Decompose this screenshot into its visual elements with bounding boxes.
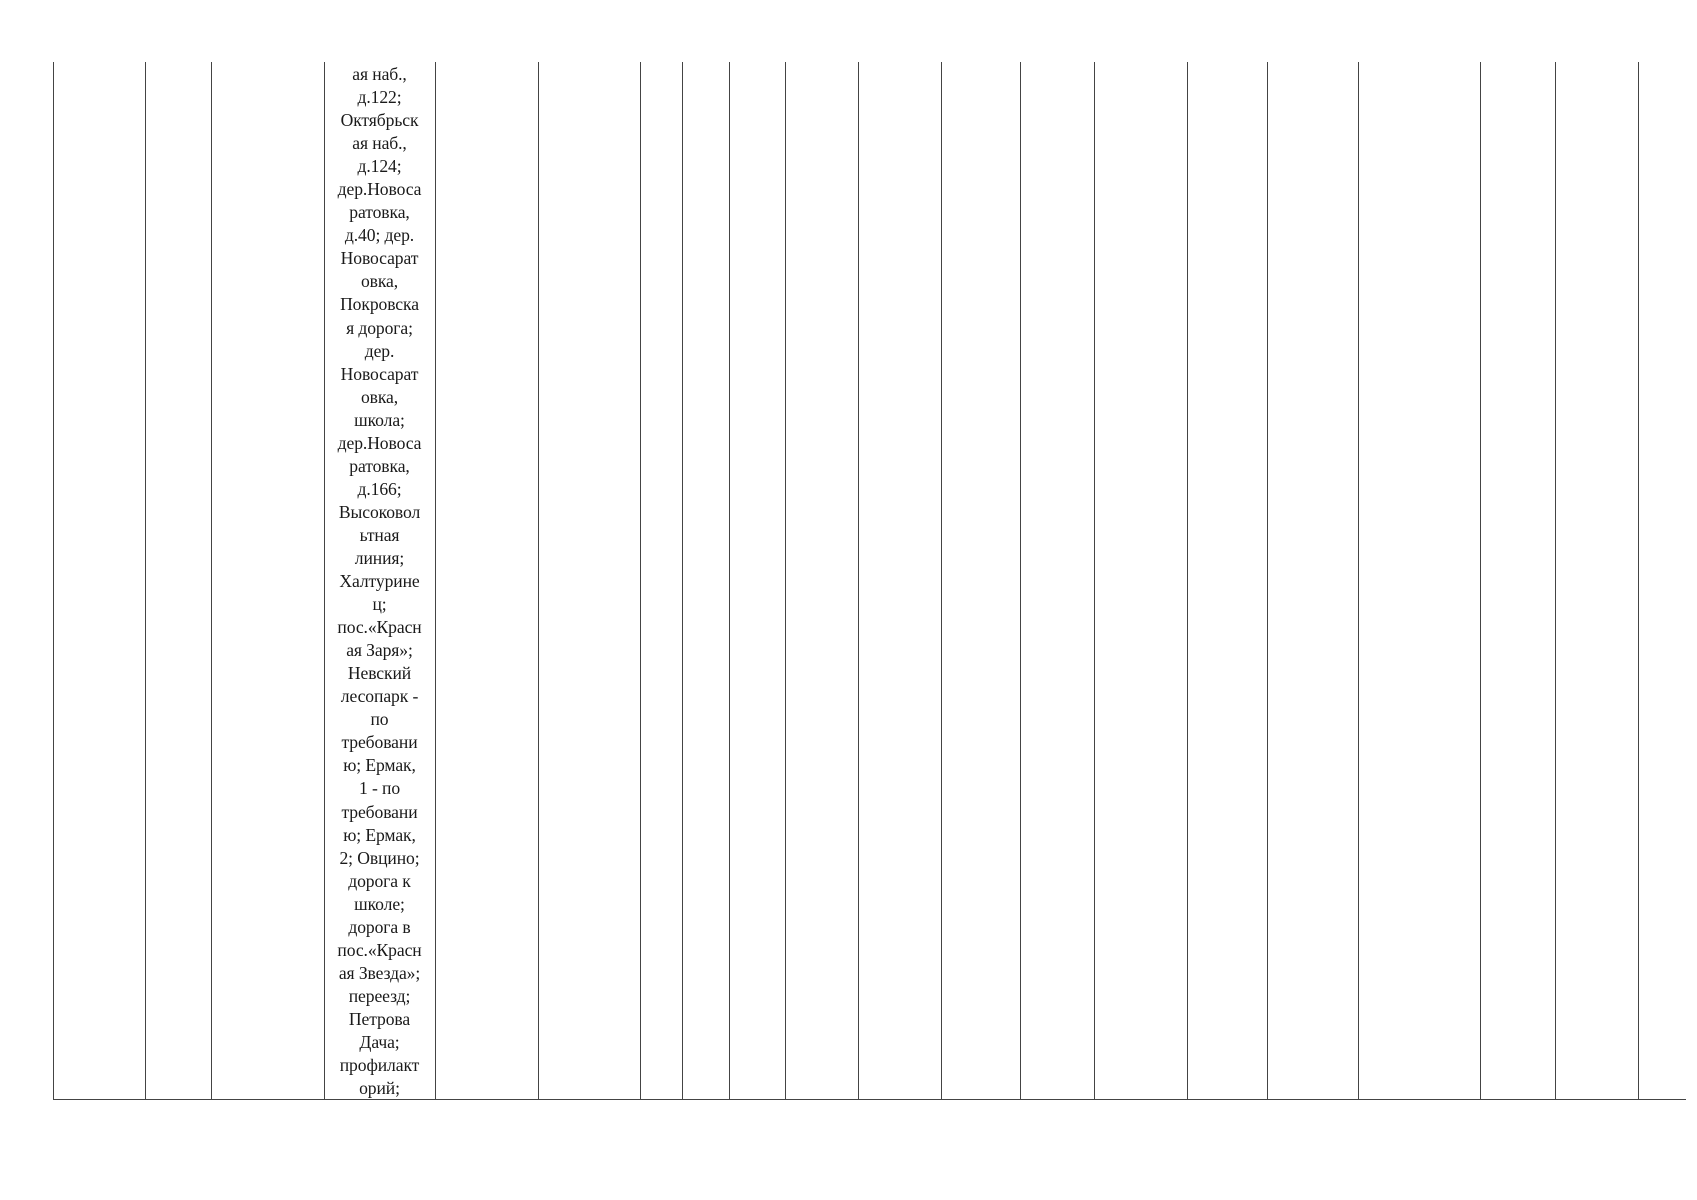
address-line: Халтурине: [339, 571, 420, 592]
address-line: орий;: [359, 1078, 400, 1099]
column-divider: [1638, 62, 1639, 1100]
column-divider: [1094, 62, 1095, 1100]
column-divider: [1555, 62, 1556, 1100]
address-line: Покровска: [340, 294, 419, 315]
column-divider: [211, 62, 212, 1100]
column-divider: [145, 62, 146, 1100]
address-line: ратовка,: [349, 455, 410, 476]
column-divider: [941, 62, 942, 1100]
address-line: ая Заря»;: [346, 640, 413, 661]
address-line: профилакт: [339, 1055, 420, 1076]
address-line: дорога к: [348, 870, 411, 891]
address-line: д.122;: [357, 87, 402, 108]
column-divider: [682, 62, 683, 1100]
address-line: я дорога;: [346, 317, 413, 338]
address-line: ратовка,: [349, 202, 410, 223]
address-line: пос.«Красн: [337, 617, 422, 638]
column-divider: [1267, 62, 1268, 1100]
address-line: д.166;: [357, 478, 402, 499]
address-line: д.40; дер.: [344, 225, 415, 246]
address-line: переезд;: [348, 985, 411, 1006]
column-divider: [640, 62, 641, 1100]
address-line: дер.: [364, 340, 395, 361]
address-line: требовани: [341, 801, 418, 822]
address-line: овка,: [360, 386, 399, 407]
address-line: пос.«Красн: [337, 939, 422, 960]
address-line: Новосарат: [340, 363, 419, 384]
address-line: дер.Новоса: [337, 432, 422, 453]
address-line: дер.Новоса: [337, 179, 422, 200]
column-divider: [1187, 62, 1188, 1100]
address-line: лесопарк -: [340, 686, 419, 707]
address-line: ая наб.,: [352, 64, 407, 84]
stops-address-cell: [324, 62, 435, 1100]
table-frame: [53, 62, 1686, 1100]
column-divider: [785, 62, 786, 1100]
column-divider: [1358, 62, 1359, 1100]
column-divider: [538, 62, 539, 1100]
address-line: ц;: [372, 594, 387, 615]
column-divider: [858, 62, 859, 1100]
address-line: дорога в: [348, 916, 411, 937]
address-line: овка,: [360, 271, 399, 292]
address-line: ю; Ермак,: [343, 824, 416, 845]
address-line: д.124;: [357, 156, 402, 177]
address-line: Дача;: [359, 1031, 400, 1052]
address-line: ая Звезда»;: [338, 962, 421, 983]
column-divider: [1020, 62, 1021, 1100]
address-line: линия;: [354, 547, 405, 568]
address-line: 2; Овцино;: [339, 847, 420, 868]
column-divider: [729, 62, 730, 1100]
address-line: школа;: [354, 409, 405, 430]
address-line: Петрова: [348, 1008, 411, 1029]
address-line: 1 - по: [358, 778, 401, 799]
address-line: школе;: [354, 893, 405, 914]
address-line: Невский: [347, 663, 412, 684]
column-divider: [1480, 62, 1481, 1100]
address-line: требовани: [341, 732, 418, 753]
address-line: ая наб.,: [352, 133, 407, 154]
address-line: по: [370, 709, 389, 730]
column-divider: [435, 62, 436, 1100]
address-line: Новосарат: [340, 248, 419, 269]
address-line: ьтная: [359, 524, 400, 545]
address-line: ю; Ермак,: [343, 755, 416, 776]
address-line: Высоковол: [338, 501, 421, 522]
address-line: Октябрьск: [340, 110, 419, 131]
